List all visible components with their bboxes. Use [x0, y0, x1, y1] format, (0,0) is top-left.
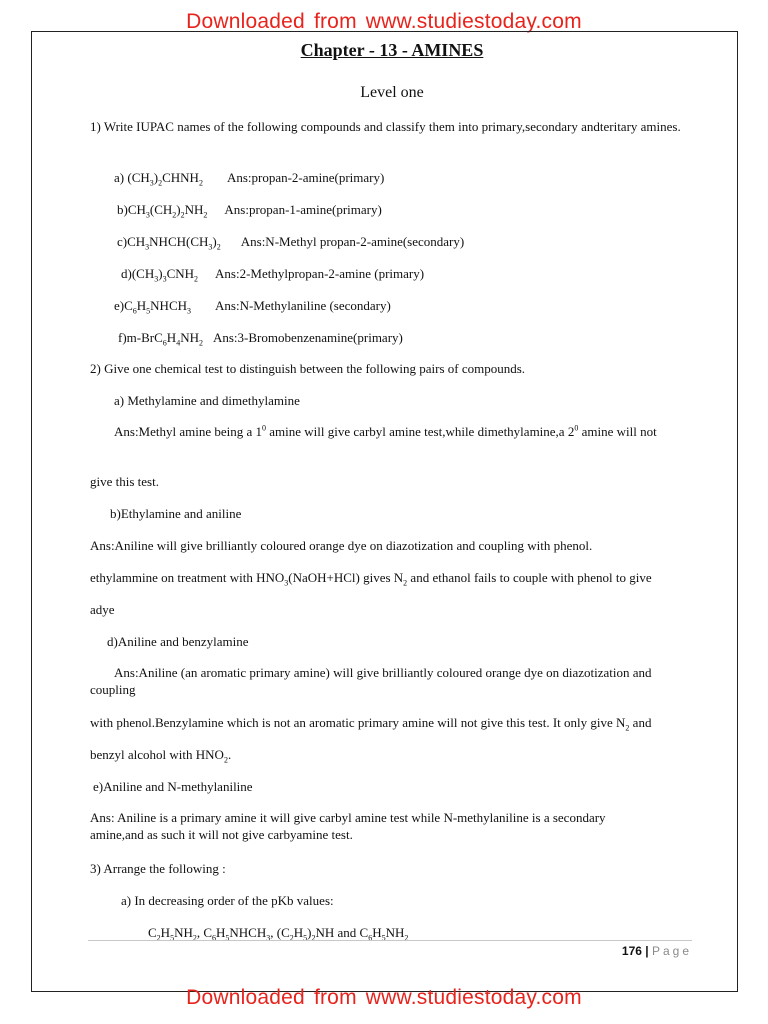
q2-b-answer-part3: and ethanol fails to couple with phenol to give: [407, 570, 652, 585]
q2-a-answer-line2: give this test.: [90, 474, 159, 489]
q2-d-answer-line2: [90, 714, 651, 731]
q2-d-answer-part1: with phenol.Benzylamine which is not an aromatic primary amine will not give this test. It only give N: [90, 715, 626, 730]
footer-rule: [88, 940, 692, 941]
q2-d-answer-part2: and: [629, 715, 652, 730]
q2-b-answer-line1: Ans:Aniline will give brilliantly coloured orange dye on diazotization and coupling with phenol.: [90, 538, 593, 553]
q1-item-b-answer: Ans:propan-1-amine(primary): [224, 202, 382, 217]
page-footer: [622, 944, 692, 958]
page-label: Page: [651, 944, 692, 958]
q1-item-b-formula: $CH_3(CH_2)_2NH_2$: [127, 202, 208, 220]
q2-a-answer-part2: amine will give carbyl amine test,while dimethylamine,a 2: [266, 424, 575, 439]
q2-b-answer-sub1: 3: [284, 578, 289, 588]
question-1-prompt: 1) Write IUPAC names of the following compounds and classify them into primary,secondary andteritary amines.: [90, 119, 681, 134]
q1-item-d: [121, 265, 424, 282]
q2-b-answer-line2: [90, 569, 652, 586]
q2-b-answer-line3: adye: [90, 602, 115, 617]
question-3-prompt: 3) Arrange the following :: [90, 861, 226, 876]
q1-item-f: [118, 329, 403, 346]
q2-b-answer-sub2: 2: [403, 578, 408, 588]
page-separator: |: [641, 944, 652, 958]
q2-a-answer-part1: Ans:Methyl amine being a 1: [114, 424, 263, 439]
q2-a-answer-sup1: 0: [262, 423, 267, 433]
q2-d-answer-part3: benzyl alcohol with HNO: [90, 747, 224, 762]
q2-a-answer-sup2: 0: [574, 423, 579, 433]
q2-d-answer-line3: [90, 746, 231, 763]
q1-item-e: [114, 297, 391, 314]
q1-item-c-answer: Ans:N-Methyl propan-2-amine(secondary): [240, 234, 465, 249]
q2-d-answer-line1: Ans:Aniline (an aromatic primary amine) will give brilliantly coloured orange dye on diazotization and coupling: [90, 665, 652, 697]
q2-a-answer-part3: amine will not: [578, 424, 657, 439]
q2-d-answer-part4: .: [227, 747, 232, 762]
q2-b-answer-part1: ethylammine on treatment with HNO: [90, 570, 285, 585]
q2-b-answer-part2: (NaOH+HCl) gives N: [288, 570, 404, 585]
q2-d-answer-sub1: 2: [625, 723, 630, 733]
q1-item-c: [117, 233, 464, 250]
q1-item-b-label: b): [117, 202, 128, 217]
q1-item-a: [114, 169, 384, 186]
q1-item-f-label: f): [118, 330, 127, 345]
q2-e-answer: Ans: Aniline is a primary amine it will give carbyl amine test while N-methylaniline is a secondary amine,and as such it will not give carbyamine test.: [90, 810, 606, 842]
watermark-top: Downloaded from www.studiestoday.com: [186, 10, 582, 33]
q1-item-e-label: e): [114, 298, 125, 313]
q1-item-d-formula: $(CH_3)_3CNH_2$: [131, 266, 199, 284]
q2-e-heading: e)Aniline and N-methylaniline: [93, 779, 253, 794]
q2-a-heading: a) Methylamine and dimethylamine: [114, 393, 300, 408]
q1-item-e-formula: $C_6H_5NHCH_3$: [124, 298, 192, 316]
q1-item-d-answer: Ans:2-Methylpropan-2-amine (primary): [215, 266, 425, 281]
page-number: 176: [621, 944, 642, 958]
q1-item-d-label: d): [121, 266, 132, 281]
q3-a-heading: a) In decreasing order of the pKb values:: [121, 893, 334, 908]
q1-item-e-answer: Ans:N-Methylaniline (secondary): [215, 298, 391, 313]
q1-item-a-formula: $(CH_3)_2CHNH_2$: [127, 170, 203, 188]
question-2-prompt: 2) Give one chemical test to distinguish between the following pairs of compounds.: [90, 361, 526, 376]
q3-a-compound-list: $C_2H_5NH_2$, $C_6H_5NHCH_3$, $(C_2H_5)_2NH$ and $C_6H_5NH_2$: [148, 925, 409, 943]
level-subtitle: Level one: [360, 84, 424, 101]
q1-item-f-answer: Ans:3-Bromobenzenamine(primary): [212, 330, 403, 345]
q1-item-a-answer: Ans:propan-2-amine(primary): [226, 170, 385, 185]
q1-item-b: [117, 201, 382, 218]
q1-item-c-formula: $CH_3NHCH(CH_3)_2$: [127, 234, 221, 252]
q1-item-a-label: a): [114, 170, 128, 185]
q2-a-answer-line1: [114, 423, 657, 440]
watermark-bottom: Downloaded from www.studiestoday.com: [186, 986, 582, 1009]
q2-d-heading: d)Aniline and benzylamine: [107, 634, 249, 649]
chapter-title: Chapter - 13 - AMINES: [300, 40, 484, 60]
q2-d-answer-sub2: 2: [223, 755, 228, 765]
q1-item-c-label: c): [117, 234, 128, 249]
q1-item-f-formula: $m-BrC_6H_4NH_2$: [126, 330, 203, 348]
q2-b-heading: b)Ethylamine and aniline: [110, 506, 242, 521]
